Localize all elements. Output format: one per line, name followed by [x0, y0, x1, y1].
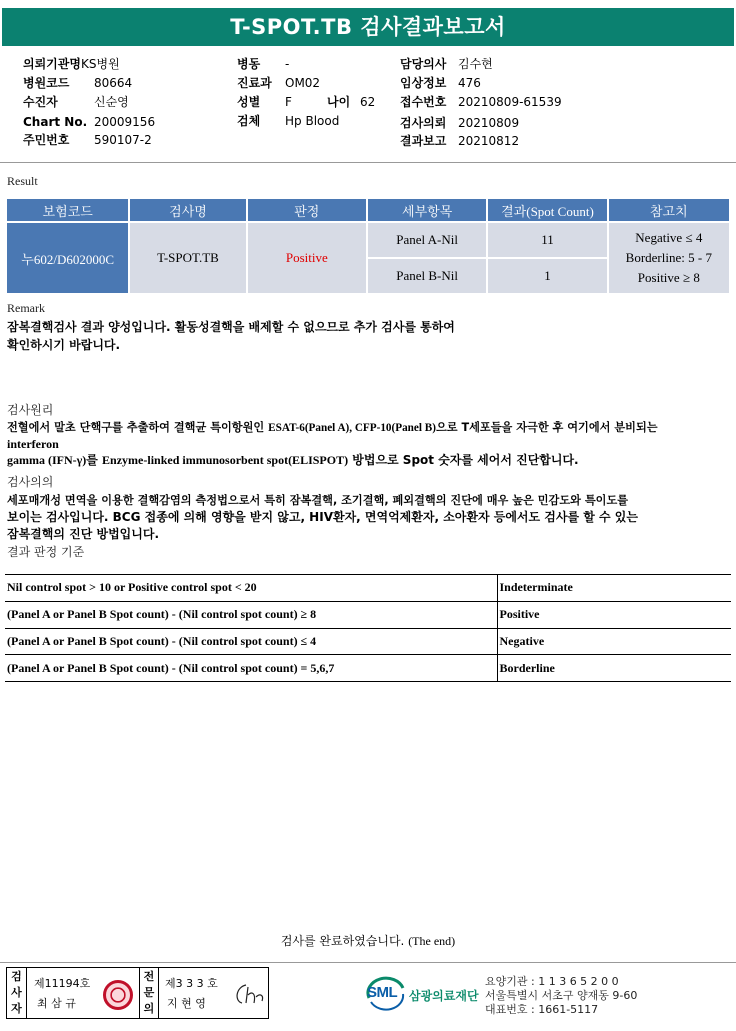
cell-item-b: Panel B-Nil [368, 259, 486, 293]
criteria-row: (Panel A or Panel B Spot count) - (Nil control spot count) ≥ 8 Positive [5, 601, 731, 628]
divider [0, 162, 736, 163]
report-title: T-SPOT.TB 검사결과보고서 [2, 8, 734, 46]
reference-positive: Positive ≥ 8 [637, 270, 700, 285]
end-message: 검사를 완료하였습니다. (The end) [280, 934, 456, 948]
criteria-row: (Panel A or Panel B Spot count) - (Nil control spot count) = 5,6,7 Borderline [5, 655, 731, 682]
col-header-item: 세부항목 [368, 199, 486, 221]
principle-text: 전혈에서 말초 단핵구를 추출하여 결핵균 특이항원인 ESAT-6(Panel A), CFP-10(Panel B)으로 T세포들을 자극한 후 여기에서 분비되는 interferon gamma (IFN-γ)를 Enzyme-linked immunosorbent spot(ELISPOT) 방법으로 Spot 숫자를 세어서 진단합니다. [7, 421, 658, 467]
remark-label: Remark [7, 301, 45, 315]
significance-label: 검사의의 [7, 475, 54, 489]
logo-mark: SML [367, 984, 398, 1001]
significance-text: 세포매개성 면역을 이용한 결핵감염의 측정법으로서 특히 잠복결핵, 조기결핵, 폐외결핵의 진단에 매우 높은 민감도와 특이도를 보이는 검사입니다. BCG 접종에 의해 영향을 받지 않고, HIV환자, 면역억제환자, 소아환자 등에서도 검사를 할 수 있는 잠복결핵의 진단 방법입니다. [7, 494, 638, 541]
cell-test-name: T-SPOT.TB [130, 223, 245, 293]
reference-borderline: Borderline: 5 - 7 [625, 250, 712, 265]
criteria-table [5, 574, 731, 682]
tester-name: 최 삼 규 [37, 997, 76, 1010]
criteria-row: Nil control spot > 10 or Positive control spot < 20 Indeterminate [5, 575, 731, 602]
remark-text: 잠복결핵검사 결과 양성입니다. 활동성결핵을 배제할 수 없으므로 추가 검사를 통하여 확인하시기 바랍니다. [7, 320, 455, 352]
tester-license-no: 제11194호 [34, 977, 91, 990]
signature-box [6, 967, 269, 1019]
org-address: 서울특별시 서초구 양재동 9-60 [485, 989, 638, 1002]
verifier-label: 전 문 의 [139, 968, 159, 1018]
org-phone: 대표번호 : 1661-5117 [485, 1003, 599, 1016]
reference-negative: Negative ≤ 4 [635, 230, 703, 245]
org-info [485, 975, 637, 1017]
signature-icon [232, 981, 266, 1007]
col-header-reference: 참고치 [609, 199, 729, 221]
org-code: 요양기관 : 1 1 3 6 5 2 0 0 [485, 975, 619, 988]
col-header-test: 검사명 [130, 199, 245, 221]
logo-name: 삼광의료재단 [409, 989, 479, 1003]
footer-divider [0, 962, 736, 963]
principle-label: 검사원리 [7, 403, 54, 417]
verifier-name: 지 현 영 [167, 997, 206, 1010]
result-label: Result [7, 174, 38, 188]
col-header-insurance: 보험코드 [7, 199, 128, 221]
criteria-label: 결과 판정 기준 [7, 545, 85, 559]
cell-item-a: Panel A-Nil [368, 223, 486, 257]
cell-count-b: 1 [488, 259, 606, 293]
cell-reference [609, 223, 729, 293]
seal-stamp-icon [103, 980, 133, 1010]
result-table [5, 197, 731, 295]
col-header-result: 결과(Spot Count) [488, 199, 606, 221]
criteria-row: (Panel A or Panel B Spot count) - (Nil control spot count) ≤ 4 Negative [5, 628, 731, 655]
col-header-judgment: 판정 [248, 199, 366, 221]
cell-count-a: 11 [488, 223, 606, 257]
cell-insurance-code: 누602/D602000C [7, 223, 128, 293]
verifier-license-no: 제3 3 3 호 [165, 977, 218, 990]
cell-judgment: Positive [248, 223, 366, 293]
tester-label: 검 사 자 [7, 968, 27, 1018]
